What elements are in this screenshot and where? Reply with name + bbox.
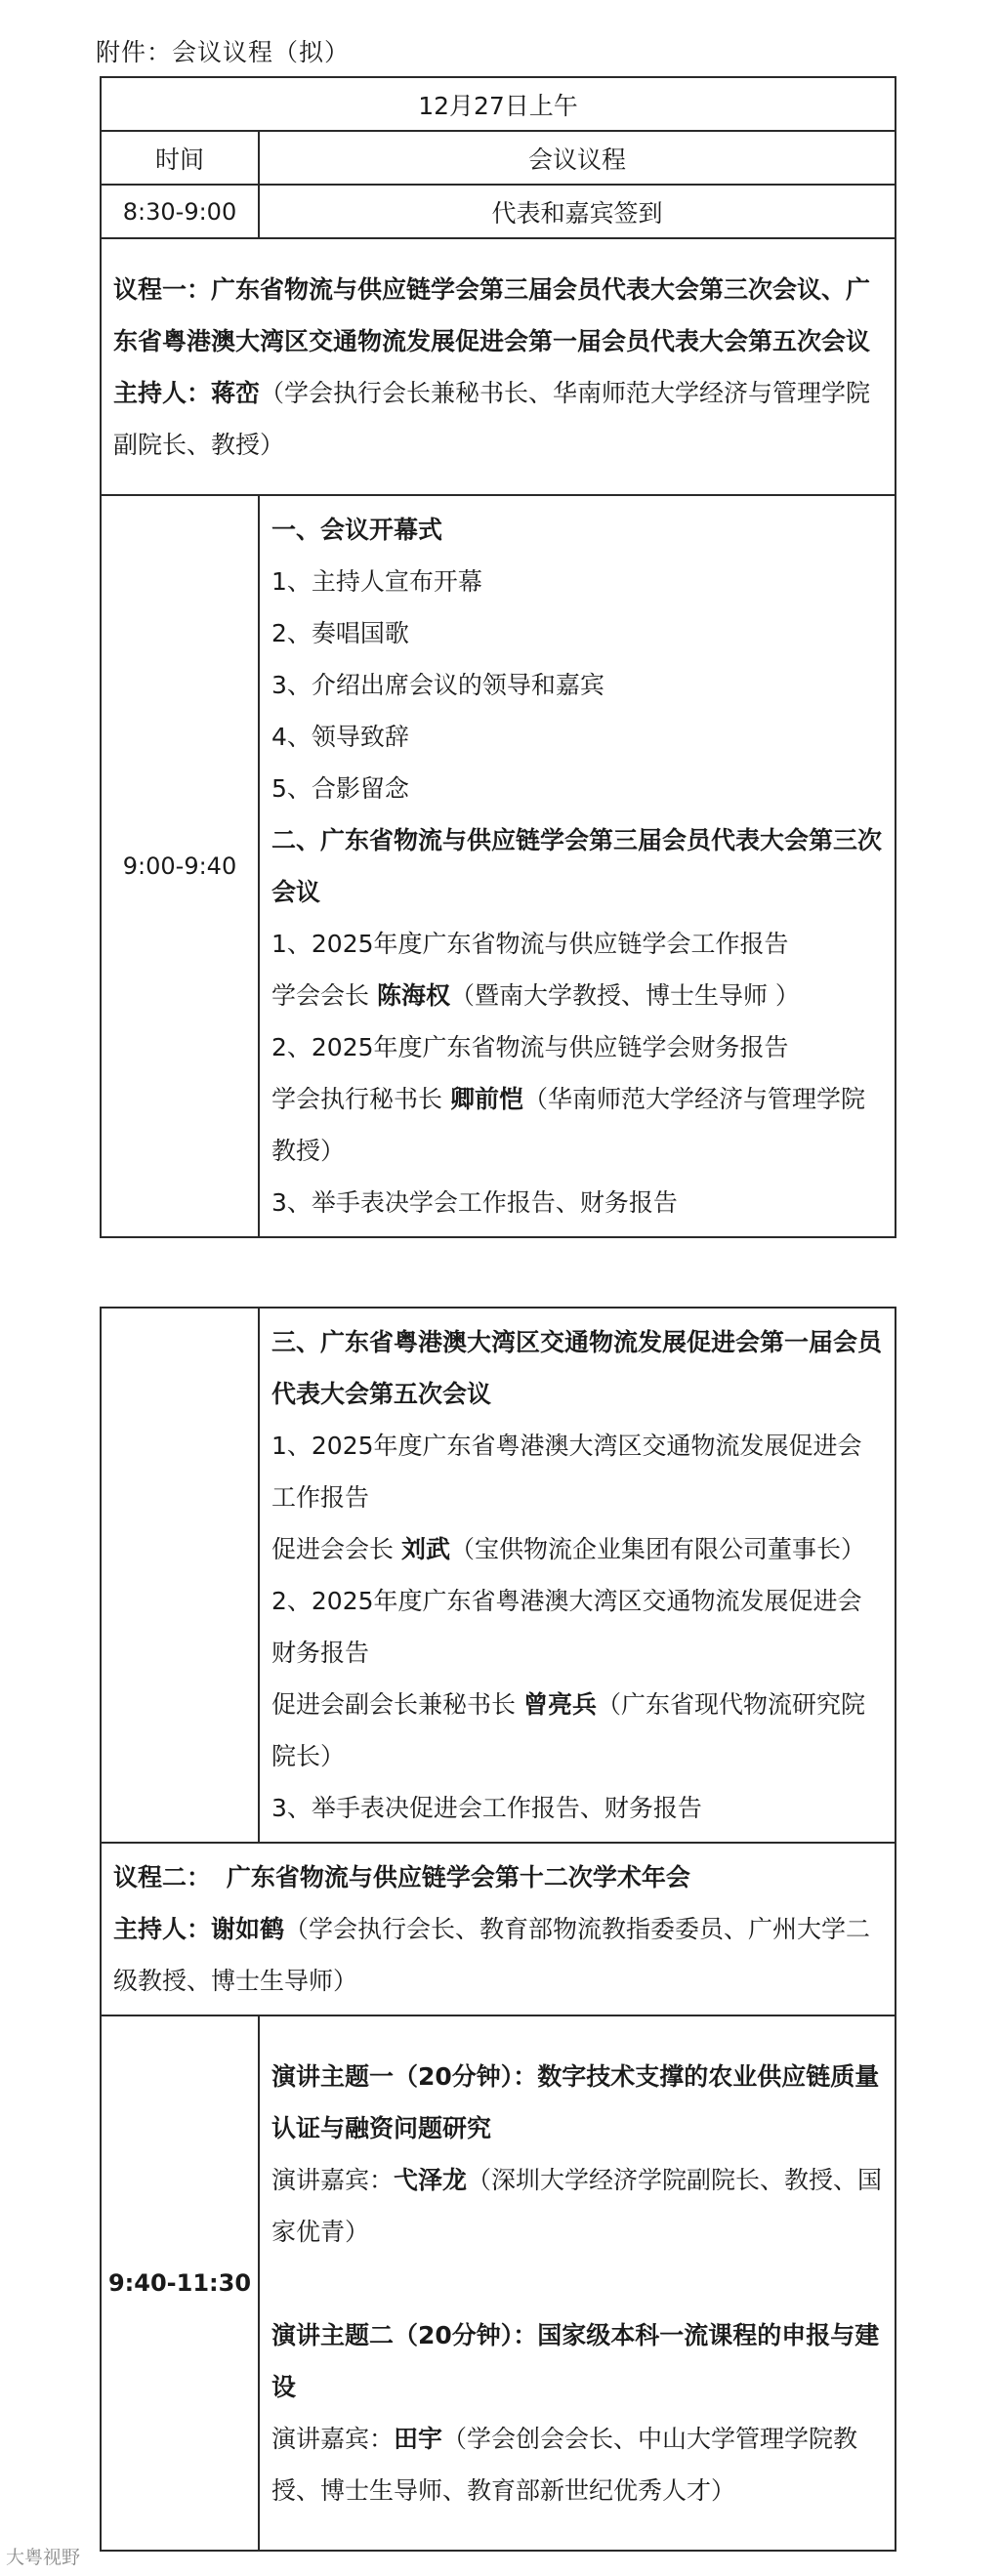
session1b-content — [259, 1308, 896, 1843]
agenda2-title: 广东省物流与供应链学会第十二次学术年会 — [226, 1863, 690, 1891]
part2-item2-name: 卿前恺 — [449, 1085, 523, 1113]
column-time-header: 时间 — [101, 131, 259, 185]
part3-item2-role: 促进会副会长兼秘书长 — [271, 1690, 517, 1719]
opening-item: 4、领导致辞 — [271, 723, 409, 751]
part2-item2-desc: （华南师范大学经济与管理学院教授） — [271, 1085, 865, 1165]
opening-item: 2、奏唱国歌 — [271, 619, 409, 647]
session1b-row — [101, 1308, 896, 1843]
agenda1-row — [101, 238, 896, 495]
part3-item1-name: 刘武 — [400, 1535, 450, 1563]
attachment-title: 附件：会议议程（拟） — [96, 38, 351, 66]
agenda1-host-desc: （学会执行会长兼秘书长、华南师范大学经济与管理学院副院长、教授） — [113, 378, 871, 459]
spacer — [271, 2258, 885, 2309]
part2-item2-role: 学会执行秘书长 — [271, 1085, 443, 1113]
agenda-table-page2 — [100, 1307, 896, 2552]
part3-title: 三、广东省粤港澳大湾区交通物流发展促进会第一届会员代表大会第五次会议 — [271, 1328, 883, 1408]
part2-item1: 1、2025年度广东省物流与供应链学会工作报告 — [271, 930, 789, 958]
agenda1-title: 广东省物流与供应链学会第三届会员代表大会第三次会议、广东省粤港澳大湾区交通物流发展促进会第一届会员代表大会第五次会议 — [113, 274, 871, 355]
part3-item3: 3、举手表决促进会工作报告、财务报告 — [271, 1794, 702, 1822]
part3-item2-desc: （广东省现代物流研究院院长） — [271, 1690, 865, 1770]
session1-time: 9:00-9:40 — [101, 495, 259, 1237]
part2-item3: 3、举手表决学会工作报告、财务报告 — [271, 1188, 678, 1217]
column-agenda-header: 会议议程 — [259, 131, 896, 185]
signin-row — [101, 185, 896, 238]
column-header-row — [101, 131, 896, 185]
agenda2-host-name: 谢如鹤 — [211, 1915, 285, 1943]
opening-item: 1、主持人宣布开幕 — [271, 567, 482, 596]
part2-item1-role: 学会会长 — [271, 981, 370, 1010]
talk2-title: 演讲主题二（20分钟）：国家级本科一流课程的申报与建设 — [271, 2320, 880, 2401]
talk1-title: 演讲主题一（20分钟）：数字技术支撑的农业供应链质量认证与融资问题研究 — [271, 2061, 880, 2142]
part3-item1: 1、2025年度广东省粤港澳大湾区交通物流发展促进会工作报告 — [271, 1432, 862, 1512]
agenda2-host-desc: （学会执行会长、教育部物流教指委委员、广州大学二级教授、博士生导师） — [113, 1915, 871, 1995]
session2-time: 9:40-11:30 — [101, 2015, 259, 2551]
day-header-row — [101, 77, 896, 131]
agenda2-host-label: 主持人： — [113, 1915, 212, 1943]
session1-row — [101, 495, 896, 1237]
watermark: 大粤视野 — [6, 2547, 81, 2568]
talk2-desc: （学会创会会长、中山大学管理学院教授、博士生导师、教育部新世纪优秀人才） — [271, 2424, 858, 2505]
part3-item1-desc: （宝供物流企业集团有限公司董事长） — [449, 1535, 865, 1563]
opening-title: 一、会议开幕式 — [271, 516, 443, 544]
part2-item2: 2、2025年度广东省物流与供应链学会财务报告 — [271, 1033, 789, 1061]
agenda1-host-label: 主持人： — [113, 378, 212, 407]
session2-row — [101, 2015, 896, 2551]
signin-time: 8:30-9:00 — [101, 185, 259, 238]
talk2-speaker-label: 演讲嘉宾： — [271, 2424, 395, 2453]
talk1-speaker: 弋泽龙 — [394, 2165, 468, 2194]
part3-item2: 2、2025年度广东省粤港澳大湾区交通物流发展促进会财务报告 — [271, 1587, 862, 1667]
signin-text: 代表和嘉宾签到 — [259, 185, 896, 238]
day-header: 12月27日上午 — [101, 77, 896, 131]
session1b-time-cell — [101, 1308, 259, 1843]
part3-item1-role: 促进会会长 — [271, 1535, 395, 1563]
agenda1-host-name: 蒋峦 — [211, 378, 261, 407]
talk1-desc: （深圳大学经济学院副院长、教授、国家优青） — [271, 2165, 883, 2246]
opening-item: 3、介绍出席会议的领导和嘉宾 — [271, 671, 604, 699]
part2-title: 二、广东省物流与供应链学会第三届会员代表大会第三次会议 — [271, 826, 883, 906]
agenda-table-page1 — [100, 76, 896, 1238]
part2-item1-desc: （暨南大学教授、博士生导师 ） — [449, 981, 800, 1010]
agenda1-cell — [101, 238, 896, 495]
talk1-speaker-label: 演讲嘉宾： — [271, 2165, 395, 2194]
agenda1-label: 议程一： — [113, 274, 212, 304]
talk2-speaker: 田宇 — [394, 2424, 443, 2453]
opening-item: 5、合影留念 — [271, 774, 409, 803]
agenda2-cell — [101, 1843, 896, 2015]
session2-content — [259, 2015, 896, 2551]
agenda2-label: 议程二： — [113, 1863, 212, 1891]
agenda2-row — [101, 1843, 896, 2015]
part3-item2-name: 曾亮兵 — [522, 1690, 597, 1719]
part2-item1-name: 陈海权 — [376, 981, 450, 1010]
session1-content — [259, 495, 896, 1237]
